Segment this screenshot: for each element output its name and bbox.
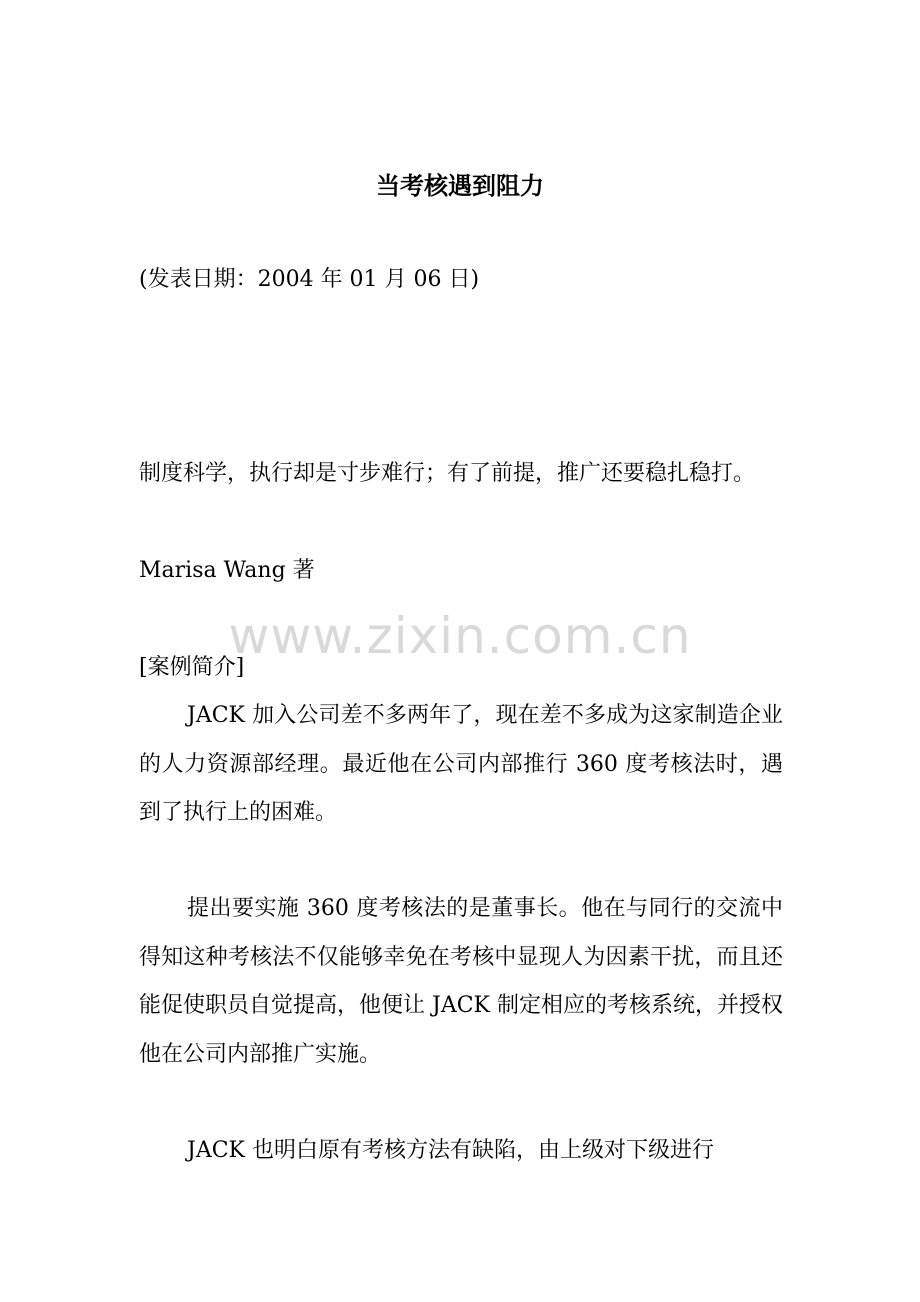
section-heading: [案例简介] bbox=[139, 655, 245, 680]
body-paragraph: 提出要实施 360 度考核法的是董事长。他在与同行的交流中得知这种考核法不仅能够幸免在考核中显现人为因素干扰，而且还能促使职员自觉提高，他便让 JACK 制定相应的考核系统，并授权他在公司内部推广实施。 bbox=[139, 896, 783, 1067]
body-paragraph: JACK 也明白原有考核方法有缺陷，由上级对下级进行 bbox=[187, 1138, 714, 1163]
subtitle-text: 制度科学，执行却是寸步难行；有了前提，推广还要稳扎稳打。 bbox=[139, 461, 756, 486]
author-line: Marisa Wang 著 bbox=[139, 558, 315, 583]
document-title: 当考核遇到阻力 bbox=[376, 171, 544, 200]
watermark-text: www.zixin.com.cn bbox=[228, 607, 692, 665]
body-paragraph: JACK 加入公司差不多两年了，现在差不多成为这家制造企业的人力资源部经理。最近他在公司内部推行 360 度考核法时，遇到了执行上的困难。 bbox=[139, 703, 783, 825]
publish-date: (发表日期：2004 年 01 月 06 日) bbox=[139, 267, 480, 292]
